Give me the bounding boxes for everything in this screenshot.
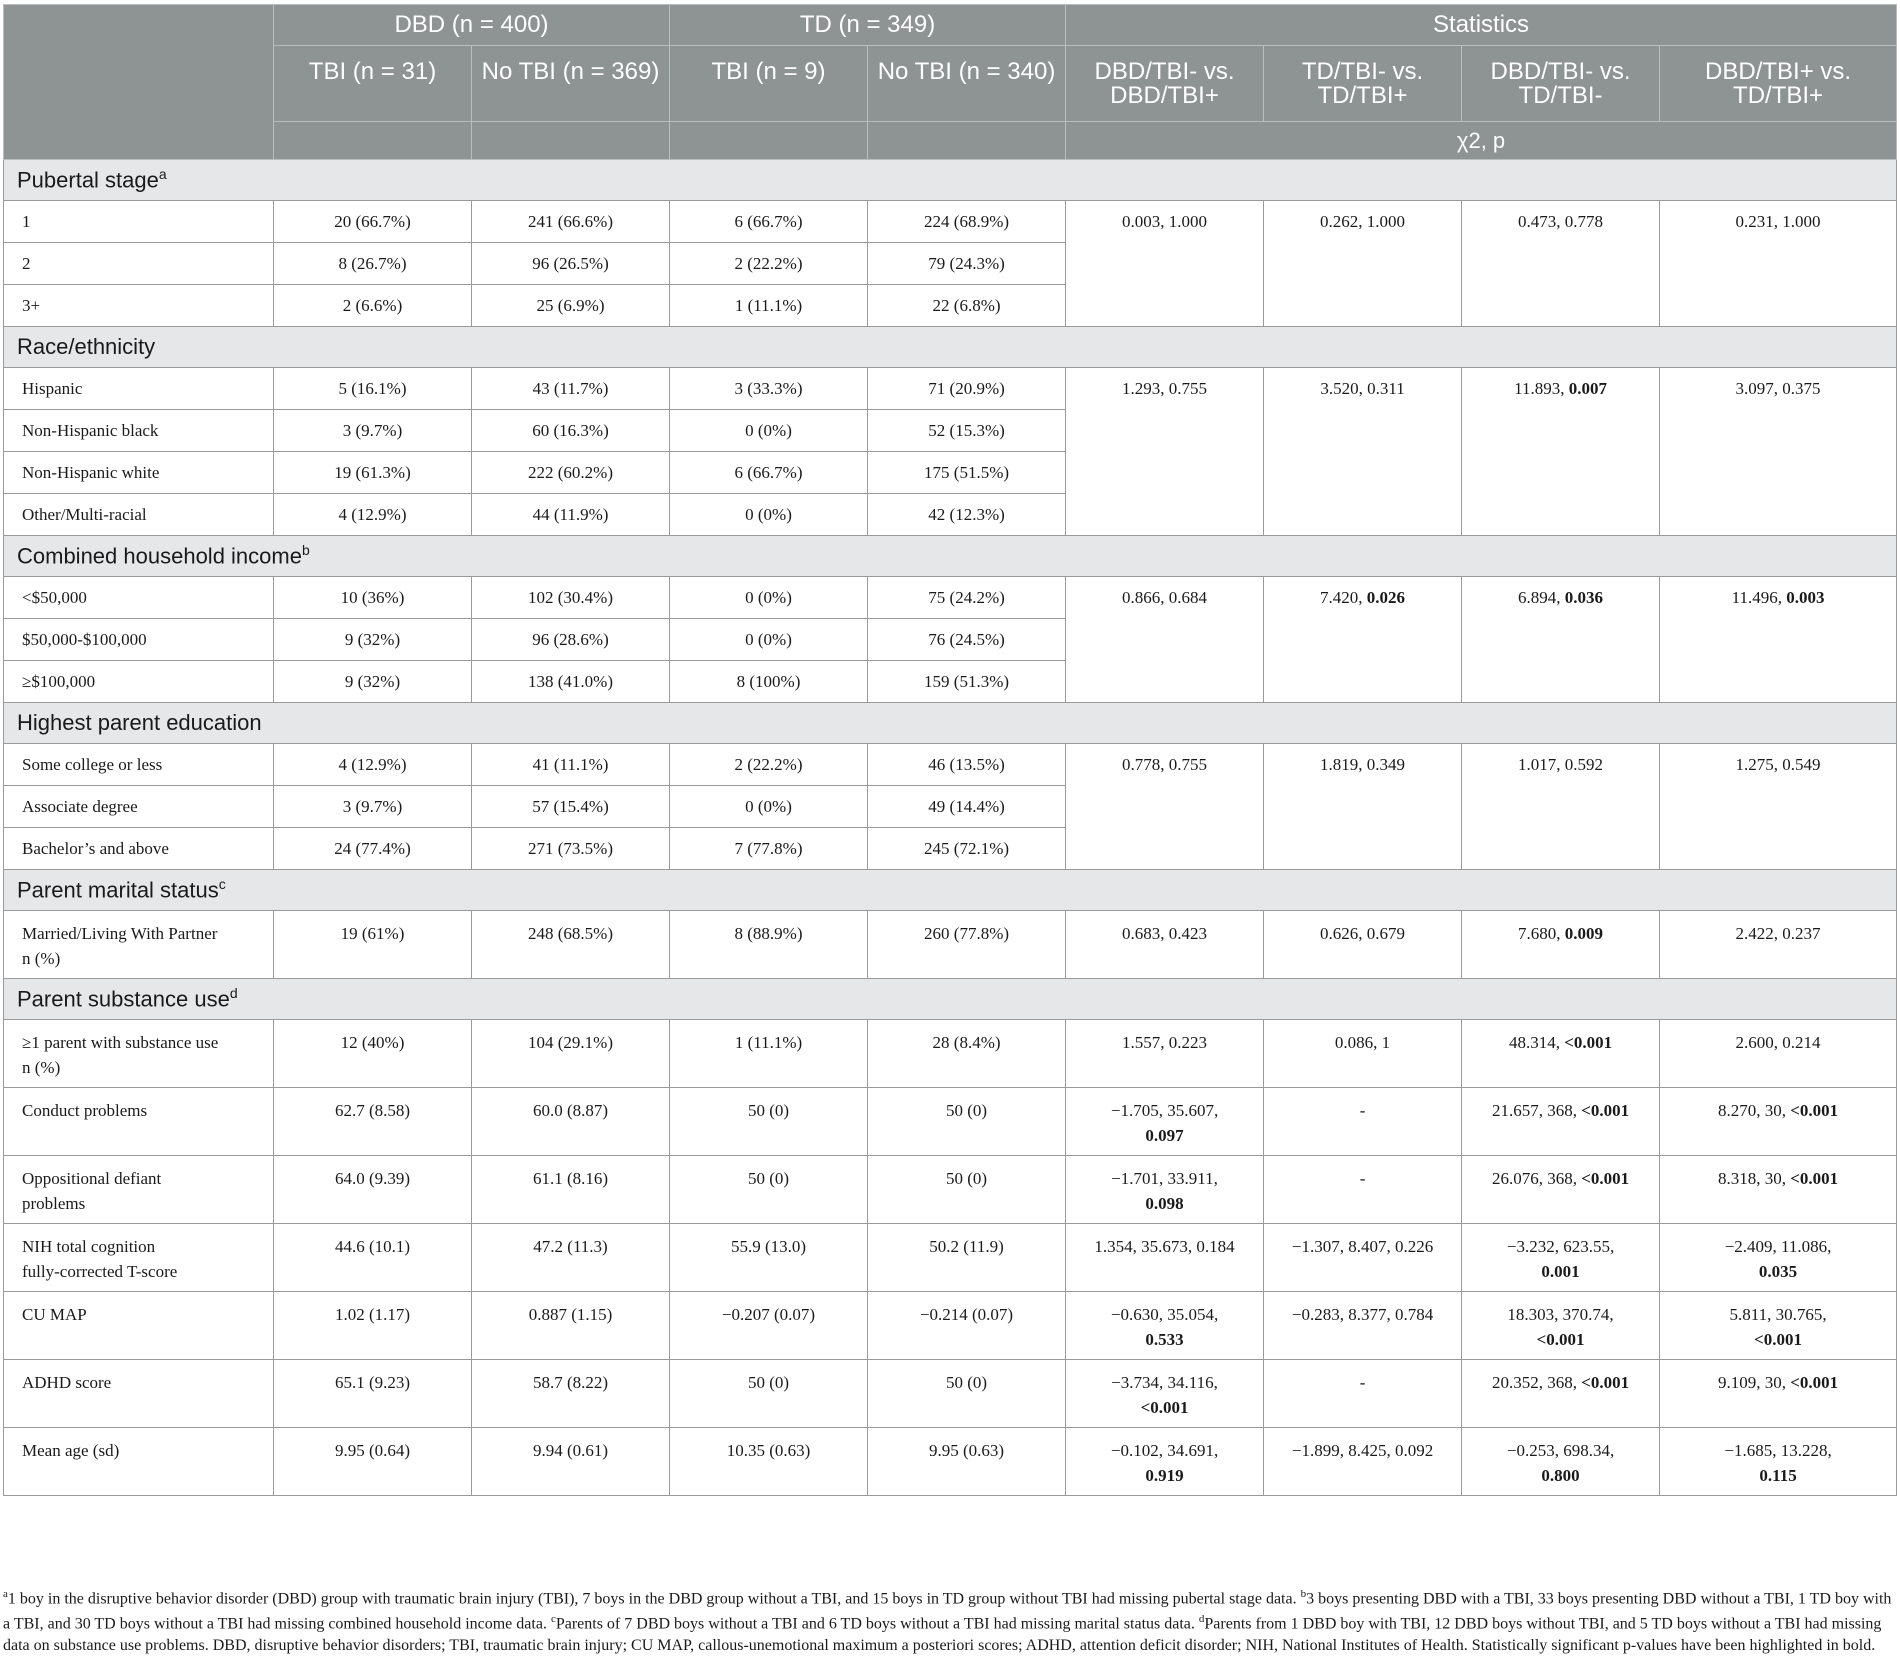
cell: 19 (61%) [274,911,472,979]
stat-cell: 7.420, 0.026 [1264,577,1462,703]
cell: 41 (11.1%) [472,744,670,786]
header-td-notbi: No TBI (n = 340) [868,46,1066,122]
stat-cell: 9.109, 30, <0.001 [1660,1360,1897,1428]
cell: 222 (60.2%) [472,452,670,494]
stat-cell: 0.086, 1 [1264,1020,1462,1088]
cell: 0 (0%) [670,786,868,828]
stat-cell: 0.003, 1.000 [1066,201,1264,327]
section-parent-education [4,703,1897,744]
row-label: 3+ [4,285,274,327]
header-row-stat-label [4,122,1897,160]
cell: 25 (6.9%) [472,285,670,327]
cell: 175 (51.5%) [868,452,1066,494]
row-label: ≥1 parent with substance use n (%) [4,1020,274,1088]
stat-cell: 1.017, 0.592 [1462,744,1660,870]
cell: 8 (26.7%) [274,243,472,285]
cell: 6 (66.7%) [670,201,868,243]
stat-cell: 21.657, 368, <0.001 [1462,1088,1660,1156]
row-label: ≥$100,000 [4,661,274,703]
cell: 52 (15.3%) [868,410,1066,452]
table-row [4,1088,1897,1156]
cell: 79 (24.3%) [868,243,1066,285]
cell: 57 (15.4%) [472,786,670,828]
table-row [4,1428,1897,1496]
cell: 3 (9.7%) [274,786,472,828]
stat-cell: 3.097, 0.375 [1660,368,1897,536]
row-label: Married/Living With Partner n (%) [4,911,274,979]
stat-cell: −0.630, 35.054, 0.533 [1066,1292,1264,1360]
stat-cell: 1.354, 35.673, 0.184 [1066,1224,1264,1292]
stat-cell: −3.734, 34.116, <0.001 [1066,1360,1264,1428]
cell: 10.35 (0.63) [670,1428,868,1496]
section-title: Combined household income$^b$ [4,536,1897,577]
cell: 62.7 (8.58) [274,1088,472,1156]
cell: 75 (24.2%) [868,577,1066,619]
section-race-ethnicity [4,327,1897,368]
cell: 4 (12.9%) [274,494,472,536]
section-marital-status [4,870,1897,911]
cell: 104 (29.1%) [472,1020,670,1088]
row-label: 2 [4,243,274,285]
section-title: Parent substance use$^d$ [4,979,1897,1020]
cell: 58.7 (8.22) [472,1360,670,1428]
footnote-text: $^a$1 boy in the disruptive behavior disorder (DBD) group with traumatic brain injury (TBI), 7 boys in the DBD group without a TBI, and 15 boys in TD group without TBI had missing pubertal stage data. $^b$3 boys presenting DBD with a TBI, 33 boys presenting DBD without a TBI, 1 TD boy with a TBI, and 30 TD boys without a TBI had missing combined household income data. $^c$Parents of 7 DBD boys without a TBI and 6 TD boys without a TBI had missing marital status data. $^d$Parents from 1 DBD boy with TBI, 12 DBD boys without TBI, and 5 TD boys without a TBI had missing data on substance use problems. DBD, disruptive behavior disorders; TBI, traumatic brain injury; CU MAP, callous-unemotional maximum a posteriori scores; ADHD, attention deficit disorder; NIH, National Institutes of Health. Statistically significant p-values have been highlighted in bold. [3,1588,1892,1654]
table-row [4,1292,1897,1360]
stat-cell: 8.270, 30, <0.001 [1660,1088,1897,1156]
header-dbd-group: DBD (n = 400) [274,5,670,46]
cell: 71 (20.9%) [868,368,1066,410]
table-row [4,368,1897,410]
cell: 24 (77.4%) [274,828,472,870]
stat-cell: 5.811, 30.765, <0.001 [1660,1292,1897,1360]
cell: 6 (66.7%) [670,452,868,494]
cell: 60 (16.3%) [472,410,670,452]
cell: 8 (100%) [670,661,868,703]
header-blank [868,122,1066,160]
cell: −0.214 (0.07) [868,1292,1066,1360]
row-label: Non-Hispanic black [4,410,274,452]
cell: 241 (66.6%) [472,201,670,243]
cell: 47.2 (11.3) [472,1224,670,1292]
row-label: CU MAP [4,1292,274,1360]
stat-cell: 7.680, 0.009 [1462,911,1660,979]
cell: 0 (0%) [670,494,868,536]
cell: 44.6 (10.1) [274,1224,472,1292]
header-blank [274,122,472,160]
stat-cell: −0.283, 8.377, 0.784 [1264,1292,1462,1360]
table-row [4,201,1897,243]
cell: 1 (11.1%) [670,1020,868,1088]
section-pubertal-stage [4,160,1897,201]
cell: 44 (11.9%) [472,494,670,536]
stat-cell: 0.473, 0.778 [1462,201,1660,327]
row-label: Hispanic [4,368,274,410]
cell: 49 (14.4%) [868,786,1066,828]
stat-cell: 1.819, 0.349 [1264,744,1462,870]
cell: 43 (11.7%) [472,368,670,410]
cell: 9.94 (0.61) [472,1428,670,1496]
stat-cell: 0.683, 0.423 [1066,911,1264,979]
header-td-group: TD (n = 349) [670,5,1066,46]
cell: 271 (73.5%) [472,828,670,870]
stat-cell: - [1264,1360,1462,1428]
cell: 7 (77.8%) [670,828,868,870]
stat-cell: 0.778, 0.755 [1066,744,1264,870]
row-label: Some college or less [4,744,274,786]
stat-cell: −1.705, 35.607, 0.097 [1066,1088,1264,1156]
cell: 9 (32%) [274,661,472,703]
cell: 9.95 (0.63) [868,1428,1066,1496]
section-title: Highest parent education [4,703,1897,744]
row-label: ADHD score [4,1360,274,1428]
section-title: Pubertal stage$^a$ [4,160,1897,201]
section-substance-use [4,979,1897,1020]
section-title: Parent marital status$^c$ [4,870,1897,911]
cell: 20 (66.7%) [274,201,472,243]
row-label: Oppositional defiant problems [4,1156,274,1224]
stat-cell: −3.232, 623.55, 0.001 [1462,1224,1660,1292]
stat-cell: 20.352, 368, <0.001 [1462,1360,1660,1428]
header-blank [670,122,868,160]
row-label: NIH total cognition fully-corrected T-score [4,1224,274,1292]
stat-cell: −2.409, 11.086, 0.035 [1660,1224,1897,1292]
header-comparison-4: DBD/TBI+ vs. TD/TBI+ [1660,46,1897,122]
footnotes [3,1584,1896,1656]
demographics-table [3,4,1897,1496]
stat-cell: 26.076, 368, <0.001 [1462,1156,1660,1224]
header-comparison-3: DBD/TBI- vs. TD/TBI- [1462,46,1660,122]
table-row [4,1224,1897,1292]
cell: 46 (13.5%) [868,744,1066,786]
cell: 19 (61.3%) [274,452,472,494]
header-row-groups [4,5,1897,46]
stat-cell: 1.293, 0.755 [1066,368,1264,536]
cell: 138 (41.0%) [472,661,670,703]
cell: 260 (77.8%) [868,911,1066,979]
cell: 42 (12.3%) [868,494,1066,536]
cell: 8 (88.9%) [670,911,868,979]
stat-cell: 1.557, 0.223 [1066,1020,1264,1088]
header-comparison-2: TD/TBI- vs. TD/TBI+ [1264,46,1462,122]
cell: 64.0 (9.39) [274,1156,472,1224]
cell: 96 (26.5%) [472,243,670,285]
stat-cell: 0.262, 1.000 [1264,201,1462,327]
table-row [4,744,1897,786]
section-title: Race/ethnicity [4,327,1897,368]
cell: 12 (40%) [274,1020,472,1088]
row-label: Mean age (sd) [4,1428,274,1496]
cell: 0 (0%) [670,577,868,619]
cell: 96 (28.6%) [472,619,670,661]
header-row-subgroups [4,46,1897,122]
header-td-tbi: TBI (n = 9) [670,46,868,122]
cell: 50 (0) [868,1156,1066,1224]
stat-cell: 18.303, 370.74, <0.001 [1462,1292,1660,1360]
stat-cell: 2.422, 0.237 [1660,911,1897,979]
cell: 3 (33.3%) [670,368,868,410]
stat-cell: 1.275, 0.549 [1660,744,1897,870]
stat-cell: 0.626, 0.679 [1264,911,1462,979]
stat-cell: −1.701, 33.911, 0.098 [1066,1156,1264,1224]
stat-cell: 8.318, 30, <0.001 [1660,1156,1897,1224]
table-row [4,1156,1897,1224]
section-household-income [4,536,1897,577]
row-label: Bachelor’s and above [4,828,274,870]
cell: 245 (72.1%) [868,828,1066,870]
table-row [4,1020,1897,1088]
cell: 0.887 (1.15) [472,1292,670,1360]
cell: 22 (6.8%) [868,285,1066,327]
table-row [4,1360,1897,1428]
stat-cell: 0.231, 1.000 [1660,201,1897,327]
row-label: Non-Hispanic white [4,452,274,494]
stat-cell: 11.893, 0.007 [1462,368,1660,536]
cell: 0 (0%) [670,410,868,452]
stat-cell: −0.253, 698.34, 0.800 [1462,1428,1660,1496]
row-label: Conduct problems [4,1088,274,1156]
cell: 248 (68.5%) [472,911,670,979]
cell: 50 (0) [868,1088,1066,1156]
cell: 5 (16.1%) [274,368,472,410]
cell: 9.95 (0.64) [274,1428,472,1496]
stat-cell: −0.102, 34.691, 0.919 [1066,1428,1264,1496]
stat-cell: 2.600, 0.214 [1660,1020,1897,1088]
cell: 50 (0) [670,1156,868,1224]
cell: 55.9 (13.0) [670,1224,868,1292]
table-row [4,911,1897,979]
cell: 2 (22.2%) [670,243,868,285]
stat-cell: 6.894, 0.036 [1462,577,1660,703]
cell: 61.1 (8.16) [472,1156,670,1224]
cell: 60.0 (8.87) [472,1088,670,1156]
stat-cell: −1.307, 8.407, 0.226 [1264,1224,1462,1292]
stat-cell: - [1264,1156,1462,1224]
stat-cell: 0.866, 0.684 [1066,577,1264,703]
header-dbd-tbi: TBI (n = 31) [274,46,472,122]
row-label: Other/Multi-racial [4,494,274,536]
cell: 28 (8.4%) [868,1020,1066,1088]
stat-cell: −1.899, 8.425, 0.092 [1264,1428,1462,1496]
header-stat-label: χ2, p [1066,122,1897,160]
cell: 102 (30.4%) [472,577,670,619]
cell: 50.2 (11.9) [868,1224,1066,1292]
cell: −0.207 (0.07) [670,1292,868,1360]
header-statistics: Statistics [1066,5,1897,46]
row-label: Associate degree [4,786,274,828]
cell: 0 (0%) [670,619,868,661]
cell: 65.1 (9.23) [274,1360,472,1428]
cell: 50 (0) [670,1088,868,1156]
cell: 9 (32%) [274,619,472,661]
row-label: $50,000-$100,000 [4,619,274,661]
cell: 3 (9.7%) [274,410,472,452]
stat-cell: 11.496, 0.003 [1660,577,1897,703]
row-label: <$50,000 [4,577,274,619]
header-comparison-1: DBD/TBI- vs. DBD/TBI+ [1066,46,1264,122]
stat-cell: −1.685, 13.228, 0.115 [1660,1428,1897,1496]
header-blank [472,122,670,160]
stat-cell: 3.520, 0.311 [1264,368,1462,536]
cell: 1.02 (1.17) [274,1292,472,1360]
cell: 76 (24.5%) [868,619,1066,661]
cell: 10 (36%) [274,577,472,619]
stat-cell: 48.314, <0.001 [1462,1020,1660,1088]
cell: 50 (0) [868,1360,1066,1428]
cell: 1 (11.1%) [670,285,868,327]
table-row [4,577,1897,619]
stat-cell: - [1264,1088,1462,1156]
cell: 50 (0) [670,1360,868,1428]
cell: 2 (6.6%) [274,285,472,327]
header-empty-cell [4,5,274,160]
header-dbd-notbi: No TBI (n = 369) [472,46,670,122]
cell: 159 (51.3%) [868,661,1066,703]
cell: 4 (12.9%) [274,744,472,786]
cell: 224 (68.9%) [868,201,1066,243]
cell: 2 (22.2%) [670,744,868,786]
row-label: 1 [4,201,274,243]
